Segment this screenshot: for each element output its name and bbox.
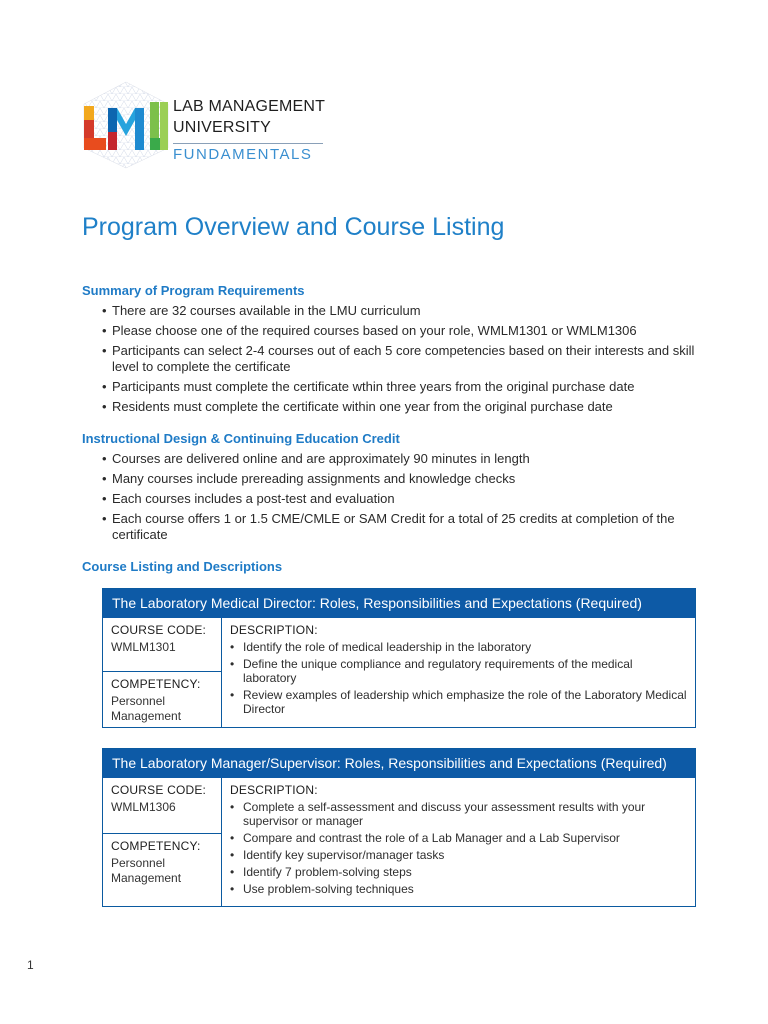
- list-item: • Please choose one of the required courses based on your role, WMLM1301 or WMLM1306: [102, 323, 702, 339]
- page-number: 1: [27, 958, 34, 972]
- description-item: • Define the unique compliance and regulatory requirements of the medical laboratory: [230, 657, 687, 685]
- course-code-label: COURSE CODE:: [111, 623, 207, 637]
- logo-lab-management: LAB MANAGEMENT: [173, 98, 326, 115]
- competency-label: COMPETENCY:: [111, 839, 201, 853]
- instructional-heading: Instructional Design & Continuing Education Credit: [82, 431, 400, 446]
- list-item: • Courses are delivered online and are approximately 90 minutes in length: [102, 451, 702, 467]
- list-item: • Each courses includes a post-test and evaluation: [102, 491, 702, 507]
- lmu-cube-logo-icon: [80, 80, 172, 170]
- course-listing-heading: Course Listing and Descriptions: [82, 559, 283, 574]
- description-cell: [222, 618, 695, 727]
- description-label: DESCRIPTION:: [230, 783, 318, 797]
- list-item: • Participants must complete the certificate wthin three years from the original purchase date: [102, 379, 702, 395]
- competency-value: Personnel Management: [111, 694, 182, 723]
- competency-cell: [103, 833, 221, 906]
- competency-value: Personnel Management: [111, 856, 182, 885]
- description-item: • Review examples of leadership which emphasize the role of the Laboratory Medical Director: [230, 688, 687, 716]
- course-title: The Laboratory Manager/Supervisor: Roles, Responsibilities and Expectations (Required): [103, 749, 695, 778]
- course-card-wmlm1301: [102, 588, 696, 728]
- competency-label: COMPETENCY:: [111, 677, 201, 691]
- description-item: • Complete a self-assessment and discuss your assessment results with your supervisor or manager: [230, 800, 687, 828]
- list-item: • Many courses include prereading assignments and knowledge checks: [102, 471, 702, 487]
- summary-heading: Summary of Program Requirements: [82, 283, 305, 298]
- course-code-label: COURSE CODE:: [111, 783, 207, 797]
- list-item: • Each course offers 1 or 1.5 CME/CMLE or SAM Credit for a total of 25 credits at completion of the certificate: [102, 511, 702, 543]
- course-card-wmlm1306: [102, 748, 696, 907]
- instructional-list: [102, 451, 702, 547]
- description-item: • Identify key supervisor/manager tasks: [230, 848, 687, 862]
- page-title: Program Overview and Course Listing: [82, 213, 505, 241]
- logo-divider: [173, 143, 323, 144]
- course-code-cell: [103, 618, 221, 671]
- logo-fundamentals: FUNDAMENTALS: [173, 146, 313, 163]
- list-item: • Residents must complete the certificate within one year from the original purchase date: [102, 399, 702, 415]
- description-item: • Compare and contrast the role of a Lab Manager and a Lab Supervisor: [230, 831, 687, 845]
- list-item: • There are 32 courses available in the LMU curriculum: [102, 303, 702, 319]
- course-title: The Laboratory Medical Director: Roles, Responsibilities and Expectations (Required): [103, 589, 695, 618]
- description-item: • Identify 7 problem-solving steps: [230, 865, 687, 879]
- course-code-value: WMLM1306: [111, 800, 176, 814]
- course-code-value: WMLM1301: [111, 640, 176, 654]
- logo-university: UNIVERSITY: [173, 119, 272, 136]
- description-item: • Identify the role of medical leadership in the laboratory: [230, 640, 687, 654]
- list-item: • Participants can select 2-4 courses out of each 5 core competencies based on their interests and skill level to complete the certificate: [102, 343, 702, 375]
- competency-cell: [103, 671, 221, 727]
- lmu-logo: [80, 80, 340, 170]
- description-cell: [222, 778, 695, 906]
- summary-list: [102, 303, 702, 419]
- description-label: DESCRIPTION:: [230, 623, 318, 637]
- course-code-cell: [103, 778, 221, 833]
- description-item: • Use problem-solving techniques: [230, 882, 687, 896]
